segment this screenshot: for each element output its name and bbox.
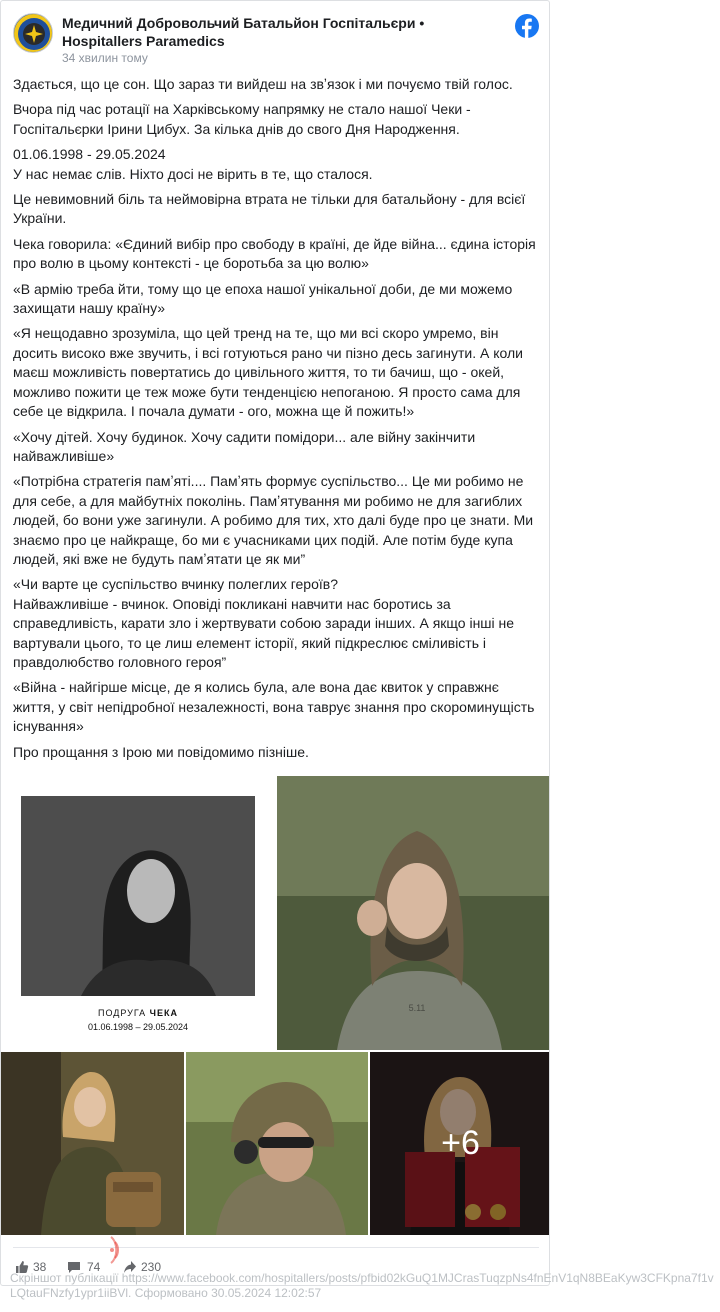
post-paragraph: Здається, що це сон. Що зараз ти вийдеш на звʼязок і ми почуємо твій голос. xyxy=(13,76,513,92)
shirt-logo-text: 5.11 xyxy=(408,1003,426,1013)
post-message xyxy=(13,75,541,768)
post-header xyxy=(13,13,539,67)
shares-count[interactable]: 230 xyxy=(141,1260,162,1274)
svg-text:ПОДРУГА ЧЕКА xyxy=(98,1008,178,1018)
comments-count[interactable]: 74 xyxy=(87,1260,101,1274)
more-photos-count[interactable]: +6 xyxy=(441,1124,480,1162)
memorial-dates: 01.06.1998 – 29.05.2024 xyxy=(87,1022,189,1032)
post-paragraph: «Війна - найгірше місце, де я колись була, але вона дає квиток у справжнє життя, у світ непідробної незалежності, вона таврує знання про скороминущість існування» xyxy=(13,679,535,735)
post-paragraph: Це невимовний біль та неймовірна втрата не тільки для батальйону - для всієї України. xyxy=(13,191,526,227)
backpack-photo[interactable] xyxy=(1,1052,184,1235)
awards-photo-more[interactable] xyxy=(370,1052,550,1235)
reactions-divider xyxy=(13,1247,539,1248)
post-paragraph: «Хочу дітей. Хочу будинок. Хочу садити помідори... але війну закінчити найважливіше» xyxy=(13,428,476,464)
memorial-caption-prefix: ПОДРУГА xyxy=(97,1008,147,1018)
post-paragraph: «Чи варте це суспільство вчинку полеглих героїв? Найважливіше - вчинок. Оповіді покликані навчити нас боротись за справедливість, карати зло і жертвувати собою заради інших. А якщо інші не вартували цього, то це лиш елемент історії, який підкреслює сміливість і правдолюбство головного героя” xyxy=(13,576,515,670)
helmet-photo[interactable] xyxy=(186,1052,368,1235)
page-name-link[interactable]: Медичний Добровольчий Батальйон Госпітальєри • Hospitallers Paramedics xyxy=(62,15,425,49)
memorial-portrait-photo[interactable] xyxy=(1,776,275,1050)
facebook-logo-icon[interactable] xyxy=(515,14,539,38)
post-paragraph: Вчора під час ротації на Харківському напрямку не стало нашої Чеки - Госпітальєрки Ірини Цибух. За кілька днів до свого Дня Народження. xyxy=(13,101,471,137)
memorial-caption-name: ЧЕКА xyxy=(149,1008,179,1018)
page-avatar[interactable] xyxy=(13,13,53,53)
post-paragraph: «Потрібна стратегія памʼяті.... Памʼять формує суспільство... Це ми робимо не для себе, а для майбутніх поколінь. Памʼятування ми робимо не для загиблих людей, бо вони уже загинули. А робимо для тих, хто далі буде про це знати. Ми знаємо про це найкраще, бо ми є учасниками цих подій. Але потім буде купа людей, які вже не будуть памʼятати це як ми” xyxy=(13,473,534,567)
post-paragraph: «В армію треба йти, тому що це епоха нашої унікальної доби, де ми можемо захищати нашу країну» xyxy=(13,280,513,317)
post-timestamp[interactable]: 34 хвилин тому xyxy=(62,51,148,65)
post-paragraph: 01.06.1998 - 29.05.2024 У нас немає слів. Ніхто досі не вірить в те, що сталося. xyxy=(13,146,373,182)
post-paragraph: Про прощання з Ірою ми повідомимо пізніше. xyxy=(13,743,309,760)
screenshot-footer: Скріншот публікації https://www.facebook.com/hospitallers/posts/pfbid02kGuQ1MJCrasTuqzpNs4fnEnV1qN8BEaKyw3CFKpna7f1vLQtauFNzfy1ypr1iiBVl. Сформовано 30.05.2024 12:02:57 xyxy=(10,1271,714,1300)
likes-count[interactable]: 38 xyxy=(33,1260,47,1274)
balaclava-portrait-photo[interactable] xyxy=(277,776,550,1050)
post-paragraph: «Я нещодавно зрозуміла, що цей тренд на те, що ми всі скоро умремо, він досить високо вже звучить, і всі готуються рано чи пізно десь загинути. А коли маєш можливість повертатись до цивільного життя, то ти бачиш, що - окей, можливо пожити це теж може бути тенденцією непоганою. Я просто сама для себе це відкрила. І почала думати - ого, можна ще й пожить!» xyxy=(13,325,523,420)
post-paragraph: Чека говорила: «Єдиний вибір про свободу в країні, де йде війна... єдина історія про волю в цьому контексті - це боротьба за цю волю» xyxy=(13,235,536,272)
